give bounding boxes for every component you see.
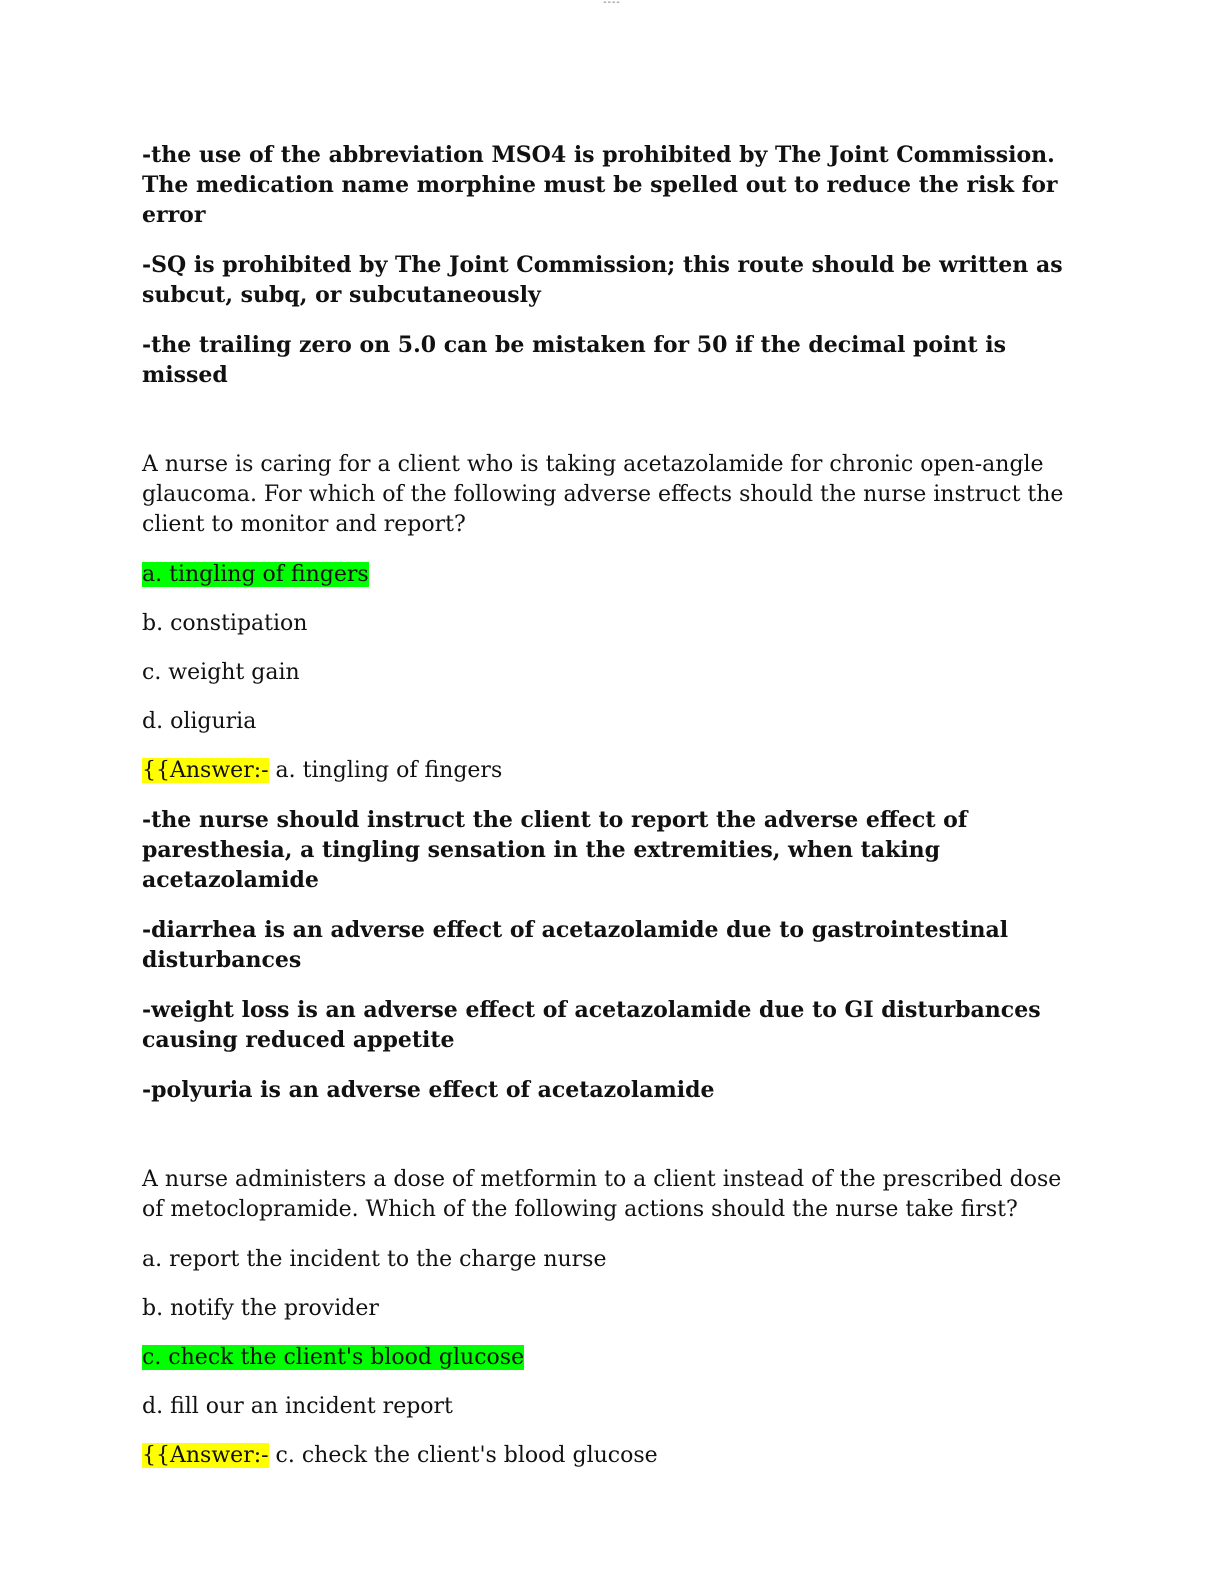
explanation-1: -the use of the abbreviation MSO4 is prohibited by The Joint Commission. The medication name morphine must be spelled out to reduce the risk for error <box>142 142 1058 228</box>
option-a <box>142 560 1072 590</box>
header-mark: ---- <box>603 0 621 8</box>
answer-label: {{Answer:- <box>142 1443 269 1468</box>
option-b: b. notify the provider <box>142 1296 379 1321</box>
explanation-3: -the trailing zero on 5.0 can be mistaken for 50 if the decimal point is missed <box>142 332 1007 388</box>
question-stem: A nurse administers a dose of metformin to a client instead of the prescribed dose of metoclopramide. Which of the following actions should the nurse take first? <box>142 1167 1062 1222</box>
rationale-3: -weight loss is an adverse effect of acetazolamide due to GI disturbances causing reduced appetite <box>142 997 1041 1053</box>
option-b: b. constipation <box>142 611 308 636</box>
option-c: c. weight gain <box>142 660 300 685</box>
question-metformin <box>142 1165 1072 1471</box>
correct-option-highlight: c. check the client's blood glucose <box>142 1345 525 1370</box>
option-d: d. fill our an incident report <box>142 1394 453 1419</box>
rationale-4: -polyuria is an adverse effect of acetazolamide <box>142 1077 715 1103</box>
answer-line <box>142 1441 1072 1471</box>
question-acetazolamide <box>142 450 1072 1105</box>
question-stem: A nurse is caring for a client who is taking acetazolamide for chronic open-angle glaucoma. For which of the following adverse effects should the nurse instruct the client to monitor and report? <box>142 452 1064 537</box>
correct-option-highlight: a. tingling of fingers <box>142 562 369 587</box>
rationale-2: -diarrhea is an adverse effect of acetazolamide due to gastrointestinal disturbances <box>142 917 1009 973</box>
answer-line <box>142 756 1072 786</box>
option-d: d. oliguria <box>142 709 257 734</box>
rationale-1: -the nurse should instruct the client to report the adverse effect of paresthesia, a tingling sensation in the extremities, when taking acetazolamide <box>142 807 968 893</box>
option-a: a. report the incident to the charge nurse <box>142 1247 607 1272</box>
document-page <box>142 140 1072 1490</box>
answer-text: a. tingling of fingers <box>268 758 503 783</box>
option-c <box>142 1343 1072 1373</box>
answer-text: c. check the client's blood glucose <box>268 1443 658 1468</box>
answer-label: {{Answer:- <box>142 758 269 783</box>
block1-explanations <box>142 140 1072 390</box>
explanation-2: -SQ is prohibited by The Joint Commission; this route should be written as subcut, subq, or subcutaneously <box>142 252 1063 308</box>
